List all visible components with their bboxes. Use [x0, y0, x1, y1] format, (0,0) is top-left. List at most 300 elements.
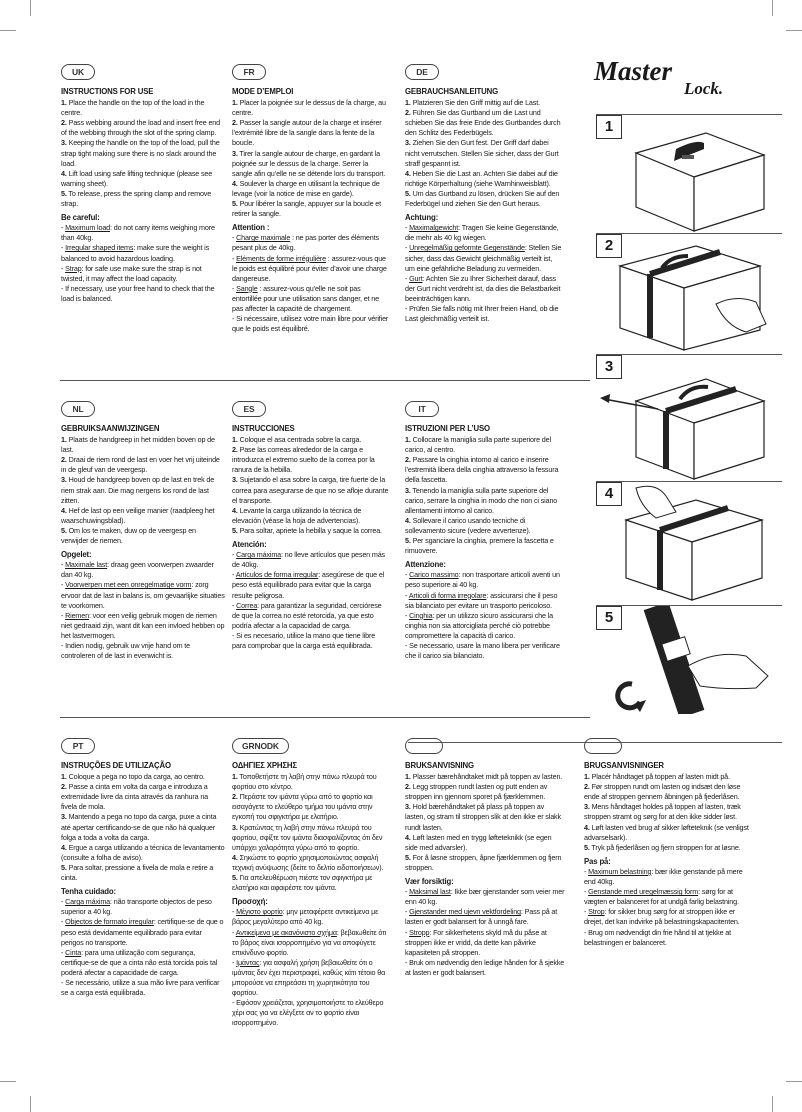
warning-dash: -	[61, 580, 66, 590]
step-text: Collocare la maniglia sulla parte superiore del carico, al centro.	[405, 435, 551, 455]
warning-text: : for safe use make sure the strap is not twisted, it may affect the load capacity.	[61, 263, 202, 283]
warning-item	[405, 958, 565, 978]
warning-item	[61, 611, 225, 641]
warning-item	[405, 243, 563, 273]
step-text: Passare la cinghia intorno al carico e inserire l’estremità libera della cinghia attraverso la fessura della fascetta.	[405, 455, 559, 485]
step-number: 1.	[61, 98, 67, 108]
warning-text: : for sikker brug sørg for at stroppen ikke er drejet, det kan indvirke på belastningskapacitenten.	[584, 907, 740, 927]
instruction-step	[61, 526, 225, 546]
warning-text: Se necessario, usare la mano libera per verificare che il carico sia bilanciato.	[405, 640, 560, 661]
instruction-step	[405, 189, 563, 209]
warning-dash: -	[61, 917, 66, 927]
step-number: 2.	[405, 782, 411, 792]
step-text: Om los te maken, duw op de veergesp en verwijder de riemen.	[61, 525, 196, 546]
warning-dash: -	[405, 590, 409, 600]
warning-text: : ne pas porter des éléments pesant plus de 40kg.	[232, 233, 379, 253]
crop-mark	[30, 0, 31, 16]
language-section	[61, 401, 225, 661]
step-number: 2.	[584, 782, 590, 792]
warning-item	[405, 907, 565, 927]
language-badge: DE	[405, 64, 439, 80]
section-title: BRUKSANVISNING	[405, 761, 474, 770]
step-number: 1.	[232, 772, 238, 782]
crop-mark	[0, 1081, 16, 1082]
warning-label: Gjenstander med ujevn vektfordeling	[409, 907, 521, 917]
step-text: Για απελευθέρωση πιέστε τον σφιγκτήρα με ελατήριο και αφαιρέστε τον ιμάντα.	[232, 873, 373, 893]
warning-item	[61, 948, 225, 978]
caution-heading: Προσοχή:	[232, 897, 268, 907]
instruction-step	[405, 98, 563, 108]
warning-dash: -	[405, 610, 410, 620]
step-number: 3.	[61, 138, 67, 148]
warning-text: : no lleve artículos que pesen más de 40kg.	[232, 550, 386, 570]
warning-item	[61, 580, 225, 610]
step-text: Para soltar, apriete la hebilla y saque la correa.	[239, 525, 382, 535]
section-divider	[60, 380, 590, 381]
instruction-step	[405, 486, 563, 516]
instruction-step	[232, 526, 390, 536]
warning-item	[405, 591, 563, 611]
warning-label: Maksimal last	[409, 887, 451, 897]
instruction-step	[232, 118, 390, 148]
instruction-step	[232, 435, 390, 445]
warning-item	[232, 928, 390, 958]
step-text: Platzieren Sie den Griff mittig auf die Last.	[412, 98, 540, 108]
warning-item	[61, 264, 225, 284]
step-number: 1.	[61, 435, 67, 445]
step-number: 5.	[61, 525, 67, 535]
warning-dash: -	[61, 263, 66, 273]
step-text: Coloque el asa centrada sobre la carga.	[239, 435, 362, 445]
instruction-step	[405, 782, 565, 802]
warning-label: Artículos de forma irregular	[235, 570, 319, 580]
instruction-step	[61, 118, 225, 138]
warning-dash: -	[232, 600, 237, 610]
warning-text: Prüfen Sie falls nötig mit Ihrer freien Hand, ob die Last gleichmäßig verteilt ist.	[405, 303, 559, 324]
language-badge: GRNODK	[232, 738, 289, 754]
step-text: Sujetando el asa sobre la carga, tire fuerte de la correa para asegurarse de que no se afloje durante el transporte.	[232, 475, 389, 505]
warning-dash: -	[405, 303, 410, 313]
instruction-step	[61, 475, 225, 505]
instruction-step	[61, 506, 225, 526]
warning-label: Correa	[236, 600, 258, 610]
step-text: Plaats de handgreep in het midden boven op de last.	[61, 435, 215, 455]
step-text: Ziehen Sie den Gurt fest. Der Griff darf dabei nicht verrutschen. Stellen Sie sicher, dass der Gurt straff gespannt ist.	[405, 138, 559, 168]
warning-text: : sørg for at vægten er balanceret for at undgå farlig belastning.	[584, 887, 739, 907]
section-title: INSTRUCCIONES	[232, 424, 295, 433]
step-number: 5.	[232, 199, 238, 209]
instruction-step	[232, 506, 390, 526]
warning-text: : per un utilizzo sicuro assicurarsi che la cinghia non sia attorcigliata perché ciò potrebbe compromettere la capacità di carico.	[405, 610, 554, 640]
step-text: Führen Sie das Gurtband um die Last und schieben Sie das freie Ende des Gurtbandes durch den Schlitz des Federbügels.	[405, 108, 561, 138]
instruction-step	[61, 782, 225, 812]
illustration-panel-5	[596, 605, 782, 714]
warning-label: Riemen	[65, 610, 89, 620]
warning-item	[405, 274, 563, 304]
warning-text: Brug om nødvendigt din frie hånd til at tjekke at belastningen er balanceret.	[584, 927, 731, 947]
language-badge: UK	[61, 64, 95, 80]
instruction-step	[405, 435, 563, 455]
step-text: Tenendo la maniglia sulla parte superiore del carico, serrare la cinghia in modo che non ci siano allentamenti intorno al carico.	[405, 485, 558, 515]
step-number: 3.	[232, 148, 238, 158]
section-title: MODE D’EMPLOI	[232, 87, 294, 96]
logo-line2: Lock.	[684, 79, 724, 98]
section-divider	[60, 717, 590, 718]
step-number: 5.	[61, 188, 67, 198]
instruction-step	[232, 199, 390, 219]
step-text: Σηκώστε το φορτίο χρησιμοποιώντας ασφαλή τεχνική ανύψωσης (δείτε το δελτίο ειδοποιήσεων).	[232, 852, 384, 872]
instruction-step	[232, 98, 390, 118]
step-text: Pase las correas alrededor de la carga e introduzca el extremo suelto de la correa por la ranura de la hebilla.	[232, 445, 375, 475]
warning-label: Maximalgewicht	[409, 223, 459, 233]
warning-text: Si es necesario, utilice la mano que tiene libre para comprobar que la carga está equilibrada.	[232, 630, 376, 650]
step-number: 3.	[405, 485, 411, 495]
step-number: 1.	[61, 772, 67, 782]
caution-heading: Pas på:	[584, 856, 611, 866]
step-text: Placér håndtaget på toppen af lasten midt på.	[591, 772, 730, 782]
caution-heading: Tenha cuidado:	[61, 887, 116, 897]
step-number: 3.	[232, 822, 238, 832]
step-number: 1.	[232, 98, 238, 108]
warning-text: : assurez-vous que le poids est équilibré pour éviter d’avoir une charge dangereuse.	[232, 253, 387, 283]
caution-heading: Attenzione:	[405, 560, 446, 570]
warning-text: : zorg ervoor dat de last in balans is, om gevaarlijke situaties te voorkomen.	[61, 580, 225, 610]
warning-dash: -	[232, 570, 236, 580]
section-title: ΟΔΗΓΙΕΣ ΧΡΗΣΗΣ	[232, 761, 297, 770]
warning-item	[232, 314, 390, 334]
step-number: 1.	[405, 772, 411, 782]
release-clamp-illustration	[596, 606, 782, 714]
step-text: Heben Sie die Last an. Achten Sie dabei auf die richtige Körperhaltung (siehe Warnhinweisblatt).	[405, 168, 558, 188]
warning-dash: -	[232, 233, 237, 243]
illustration-panel-1	[596, 114, 782, 233]
warning-text: : para uma utilização com segurança, certifique-se de que a cinta não está torcida pois tal poderá afectar a capacidade de carga.	[61, 947, 218, 977]
warning-text: : para garantizar la seguridad, cerciórese de que la correa no esté retorcida, ya que esto podría afectar a la capacidad de carga.	[232, 600, 382, 630]
caution-heading: Vær forsiktig:	[405, 877, 454, 887]
warning-text: Εφόσον χρειάζεται, χρησιμοποιήστε το ελεύθερο χέρι σας για να ελέγξετε αν το φορτίο είναι ισορροπημένο.	[232, 998, 384, 1028]
warning-item	[405, 611, 563, 641]
warning-label: Sangle	[236, 283, 258, 293]
step-text: For å løsne stroppen, åpne fjærklemmen og fjern stroppen.	[405, 852, 562, 872]
step-text: Hold bærehåndtaket på plass på toppen av lasten, og stram til stroppen slik at den ikke er slakk rundt lasten.	[405, 802, 561, 832]
step-text: Pass webbing around the load and insert free end of the webbing through the slot of the spring clamp.	[61, 118, 220, 138]
language-badge	[584, 738, 622, 754]
instruction-step	[584, 772, 754, 782]
step-number: 2.	[61, 118, 67, 128]
step-number: 1.	[232, 435, 238, 445]
language-section	[405, 738, 565, 978]
step-number: 2.	[405, 455, 411, 465]
language-section	[405, 64, 563, 324]
step-text: Place the handle on the top of the load in the centre.	[61, 98, 205, 118]
warning-dash: -	[61, 640, 66, 650]
step-text: Houd de handgreep boven op de last en trek de riem strak aan. Die mag nergens los rond de last zitten.	[61, 475, 215, 505]
step-text: Um das Gurtband zu lösen, drücken Sie auf den Federbügel und ziehen Sie den Gurt heraus.	[405, 188, 560, 209]
warning-dash: -	[405, 927, 410, 937]
instruction-step	[61, 169, 225, 189]
warning-text: : για ασφαλή χρήση βεβαιωθείτε ότι ο ιμάντας δεν έχει περιστραφεί, καθώς κάτι τέτοιο θα μπορούσε να επηρεάσει τη χωρητικότητα του φορτίου.	[232, 957, 386, 998]
warning-label: Articoli di forma irregolare	[408, 590, 487, 600]
warning-label: Maximale last	[65, 560, 108, 570]
warning-dash: -	[405, 907, 410, 917]
step-text: Coloque a pega no topo da carga, ao centro.	[68, 772, 205, 782]
instruction-step	[405, 772, 565, 782]
warning-text: : Pass på at lasten er godt balansert for å unngå fare.	[405, 907, 558, 927]
language-section	[232, 64, 390, 334]
warning-label: Strap	[65, 263, 82, 273]
language-badge: NL	[61, 401, 95, 417]
instruction-step	[232, 475, 390, 505]
instruction-step	[61, 455, 225, 475]
warning-dash: -	[232, 907, 237, 917]
step-number: 3.	[61, 812, 67, 822]
step-text: Sollevare il carico usando tecniche di sollevamento sicure (vedere avvertenze).	[405, 515, 531, 535]
section-title: GEBRAUCHSANLEITUNG	[405, 87, 499, 96]
panel-number: 4	[596, 482, 622, 506]
step-number: 2.	[232, 118, 238, 128]
instruction-step	[61, 189, 225, 209]
warning-item	[61, 284, 225, 304]
warning-item	[232, 601, 390, 631]
warning-item	[61, 243, 225, 263]
warning-label: Strop	[588, 907, 605, 917]
warning-text: : Stellen Sie sicher, dass das Gewicht gleichmäßig verteilt ist, um eine gefährliche Beladung zu vermeiden.	[405, 243, 562, 273]
warning-text: : draag geen voorwerpen zwaarder dan 40 kg.	[61, 560, 214, 580]
illustration-panel-4	[596, 481, 782, 602]
instruction-step	[405, 108, 563, 138]
step-text: Pour libérer la sangle, appuyer sur la boucle et retirer la sangle.	[232, 199, 381, 219]
warning-dash: -	[61, 223, 66, 233]
step-number: 4.	[232, 178, 238, 188]
warning-label: Charge maximale	[236, 233, 291, 243]
step-text: Passer la sangle autour de la charge et insérer l’extrémité libre de la sangle dans la fente de la boucle.	[232, 118, 382, 148]
step-text: To release, press the spring clamp and remove strap.	[61, 188, 212, 209]
step-number: 4.	[405, 832, 411, 842]
warning-text: If necessary, use your free hand to check that the load is balanced.	[61, 283, 215, 303]
caution-heading: Be careful:	[61, 213, 100, 223]
instruction-step	[405, 516, 563, 536]
warning-label: Voorwerpen met een onregelmatige vorm	[65, 580, 192, 590]
warning-label: Objectos de formato irregular	[65, 917, 154, 927]
instruction-step	[232, 149, 390, 179]
warning-item	[61, 978, 225, 998]
section-title: ISTRUZIONI PER L’USO	[405, 424, 490, 433]
warning-text: : make sure the weight is balanced to avoid hazardous loading.	[61, 243, 210, 263]
warning-dash: -	[61, 610, 66, 620]
warning-label: Maximum belastning	[588, 866, 652, 876]
warning-label: Eléments de forme irrégulière	[236, 253, 327, 263]
section-title: INSTRUÇÕES DE UTILIZAÇÃO	[61, 761, 171, 770]
step-number: 2.	[61, 782, 67, 792]
step-number: 4.	[232, 505, 238, 515]
crop-mark	[0, 30, 16, 31]
instruction-step	[232, 792, 390, 822]
language-badge: IT	[405, 401, 439, 417]
instruction-step	[61, 98, 225, 118]
warning-text: Bruk om nødvendig den ledige hånden for å sjekke at lasten er godt balansert.	[405, 957, 565, 977]
box-with-handle-illustration	[596, 115, 782, 233]
warning-item	[232, 998, 390, 1028]
step-text: Τοποθετήστε τη λαβή στην πάνω πλευρά του φορτίου στο κέντρο.	[232, 772, 377, 792]
warning-text: : do not carry items weighing more than 40kg.	[61, 223, 215, 243]
instruction-step	[584, 823, 754, 843]
warning-dash: -	[61, 947, 66, 957]
step-number: 5.	[584, 842, 590, 852]
panel-number: 1	[596, 115, 622, 139]
step-number: 1.	[584, 772, 590, 782]
warning-dash: -	[405, 570, 410, 580]
warning-dash: -	[232, 314, 237, 324]
step-text: Levante la carga utilizando la técnica de elevación (véase la hoja de advertencias).	[232, 505, 362, 525]
warning-dash: -	[232, 550, 237, 560]
warning-text: : Tragen Sie keine Gegenstände, die mehr als 40 kg wiegen.	[405, 223, 559, 243]
instruction-step	[232, 853, 390, 873]
warning-text: : μην μεταφέρετε αντικείμενα με βάρος μεγαλύτερο από 40 kg.	[232, 907, 379, 927]
warning-dash: -	[584, 907, 589, 917]
warning-label: Irregular shaped items	[65, 243, 134, 253]
warning-dash: -	[232, 283, 237, 293]
warning-label: Carga máxima	[65, 897, 111, 907]
step-number: 5.	[405, 536, 411, 546]
panel-number: 5	[596, 606, 622, 630]
warning-label: Cinta	[65, 947, 82, 957]
warning-item	[232, 570, 390, 600]
language-section	[61, 64, 225, 304]
warning-item	[232, 284, 390, 314]
language-section	[232, 738, 390, 1028]
step-number: 4.	[61, 168, 67, 178]
step-text: Legg stroppen rundt lasten og putt enden av stroppen inn gjennom sporet på fjærklemmen.	[405, 782, 548, 802]
step-number: 2.	[61, 455, 67, 465]
section-title: BRUGSANVISNINGER	[584, 761, 664, 770]
step-text: Ergue a carga utilizando a técnica de levantamento (consulte a folha de aviso).	[61, 842, 225, 862]
step-number: 5.	[405, 188, 411, 198]
instruction-step	[584, 843, 754, 853]
step-text: Placer la poignée sur le dessus de la charge, au centre.	[232, 98, 386, 118]
warning-item	[232, 233, 390, 253]
warning-text: : For sikkerhetens skyld må du påse at stroppen ikke er vridd, da dette kan påvirke kapasiteten på stroppen.	[405, 927, 547, 957]
step-number: 5.	[232, 525, 238, 535]
step-text: Løft lasten med en trygg løfteteknikk (se egen side med advarsler).	[405, 832, 552, 852]
warning-text: : asegúrese de que el peso está equilibrado para evitar que la carga resulte peligrosa.	[232, 570, 385, 600]
instruction-step	[232, 823, 390, 853]
instruction-step	[61, 863, 225, 883]
warning-item	[405, 304, 563, 324]
language-section	[232, 401, 390, 651]
step-number: 3.	[584, 802, 590, 812]
step-number: 3.	[405, 802, 411, 812]
step-text: Passe a cinta em volta da carga e introduza a extremidade livre da cinta através da ranhura na fivela de mola.	[61, 782, 209, 812]
instruction-step	[232, 179, 390, 199]
warning-label: Ιμάντας	[236, 957, 260, 967]
warning-label: Maximum load	[65, 223, 111, 233]
step-text: Soulever la charge en utilisant la technique de levage (voir la notice de mise en garde).	[232, 178, 380, 198]
step-number: 4.	[584, 822, 590, 832]
crop-mark	[786, 1081, 802, 1082]
warning-label: Αντικείμενα με ακανόνιστο σχήμα	[235, 927, 337, 937]
instruction-step	[405, 138, 563, 168]
warning-item	[61, 560, 225, 580]
warning-text: : βεβαιωθείτε ότι το βάρος είναι ισορροπημένο για να αποφύγετε επικίνδυνο φορτίο.	[232, 927, 387, 957]
warning-text: : voor een veilig gebruik mogen de riemen niet gedraaid zijn, want dit kan een invloed hebben op het lastvermogen.	[61, 610, 225, 640]
warning-dash: -	[584, 866, 589, 876]
language-badge: ES	[232, 401, 266, 417]
warning-label: Carga máxima	[236, 550, 282, 560]
warning-item	[405, 928, 565, 958]
warning-label: Gurt	[409, 273, 423, 283]
warning-item	[61, 897, 225, 917]
warning-item	[61, 917, 225, 947]
panel-number: 3	[596, 355, 622, 379]
step-number: 2.	[405, 108, 411, 118]
warning-label: Carico massimo	[409, 570, 459, 580]
language-section	[405, 401, 563, 661]
instruction-step	[232, 772, 390, 792]
illustration-panel-3	[596, 354, 782, 481]
step-number: 4.	[405, 168, 411, 178]
instruction-step	[61, 435, 225, 455]
instruction-step	[405, 833, 565, 853]
language-badge	[405, 738, 443, 754]
step-number: 5.	[232, 873, 238, 883]
warning-dash: -	[232, 927, 236, 937]
step-text: Mens håndtaget holdes på toppen af lasten, træk stroppen stramt og sørg for at den ikke sidder løst.	[584, 802, 741, 822]
warning-dash: -	[232, 253, 237, 263]
step-text: Løft lasten ved brug af sikker løfteteknik (se venligst advarselsark).	[584, 822, 749, 842]
instruction-step	[405, 455, 563, 485]
warning-item	[232, 958, 390, 998]
warning-text: : Ikke bær gjenstander som veier mer enn 40 kg.	[405, 887, 565, 907]
step-number: 4.	[61, 505, 67, 515]
instruction-step	[232, 445, 390, 475]
instruction-step	[405, 853, 565, 873]
warning-label: Genstande med uregelmæssig form	[588, 887, 699, 897]
language-badge: PT	[61, 738, 95, 754]
instruction-step	[61, 843, 225, 863]
lift-load-illustration	[596, 482, 782, 602]
warning-text: : non trasportare articoli aventi un peso superiore ai 40 kg.	[405, 570, 560, 590]
warning-dash: -	[61, 560, 66, 570]
crop-mark	[30, 1096, 31, 1112]
step-number: 3.	[61, 475, 67, 485]
language-badge: FR	[232, 64, 266, 80]
warning-label: Stropp	[409, 927, 430, 937]
warning-text: : Achten Sie zu Ihrer Sicherheit darauf, dass der Gurt nicht verdreht ist, da dies die Belastbarkeit beeinträchtigen kann.	[405, 273, 561, 303]
warning-dash: -	[405, 957, 410, 967]
step-text: Περάστε τον ιμάντα γύρω από το φορτίο και εισαγάγετε το ελεύθερο τμήμα του ιμάντα στην εγκοπή του σφιγκτήρα με ελατήριο.	[232, 792, 373, 822]
warning-dash: -	[584, 927, 589, 937]
warning-dash: -	[405, 640, 410, 650]
warning-dash: -	[232, 998, 237, 1008]
warning-item	[584, 907, 754, 927]
warning-dash: -	[405, 887, 410, 897]
warning-dash: -	[61, 283, 66, 293]
warning-text: : assurez-vous qu’elle ne soit pas entortillée pour une utilisation sans danger, et ne pas affecter la capacité de chargement.	[232, 283, 379, 313]
step-text: Før stroppen rundt om lasten og indsæt den løse ende af stroppen gennem åbningen på fjederlåsen.	[584, 782, 741, 802]
instruction-step	[61, 138, 225, 168]
instruction-step	[405, 802, 565, 832]
instruction-step	[232, 873, 390, 893]
step-text: Per sganciare la cinghia, premere la fascetta e rimuovere.	[405, 536, 554, 556]
warning-text: Si nécessaire, utilisez votre main libre pour vérifier que le poids est équilibré.	[232, 314, 389, 334]
language-section	[584, 738, 754, 948]
warning-text: : não transporte objectos de peso superior a 40 kg.	[61, 897, 212, 917]
step-text: Tirer la sangle autour de charge, en gardant la poignée sur le dessus de la charge. Serrer la sangle afin qu’elle ne se détende lors du transport.	[232, 148, 386, 178]
warning-dash: -	[61, 243, 66, 253]
instruction-step	[584, 782, 754, 802]
warning-item	[405, 223, 563, 243]
warning-item	[405, 641, 563, 661]
